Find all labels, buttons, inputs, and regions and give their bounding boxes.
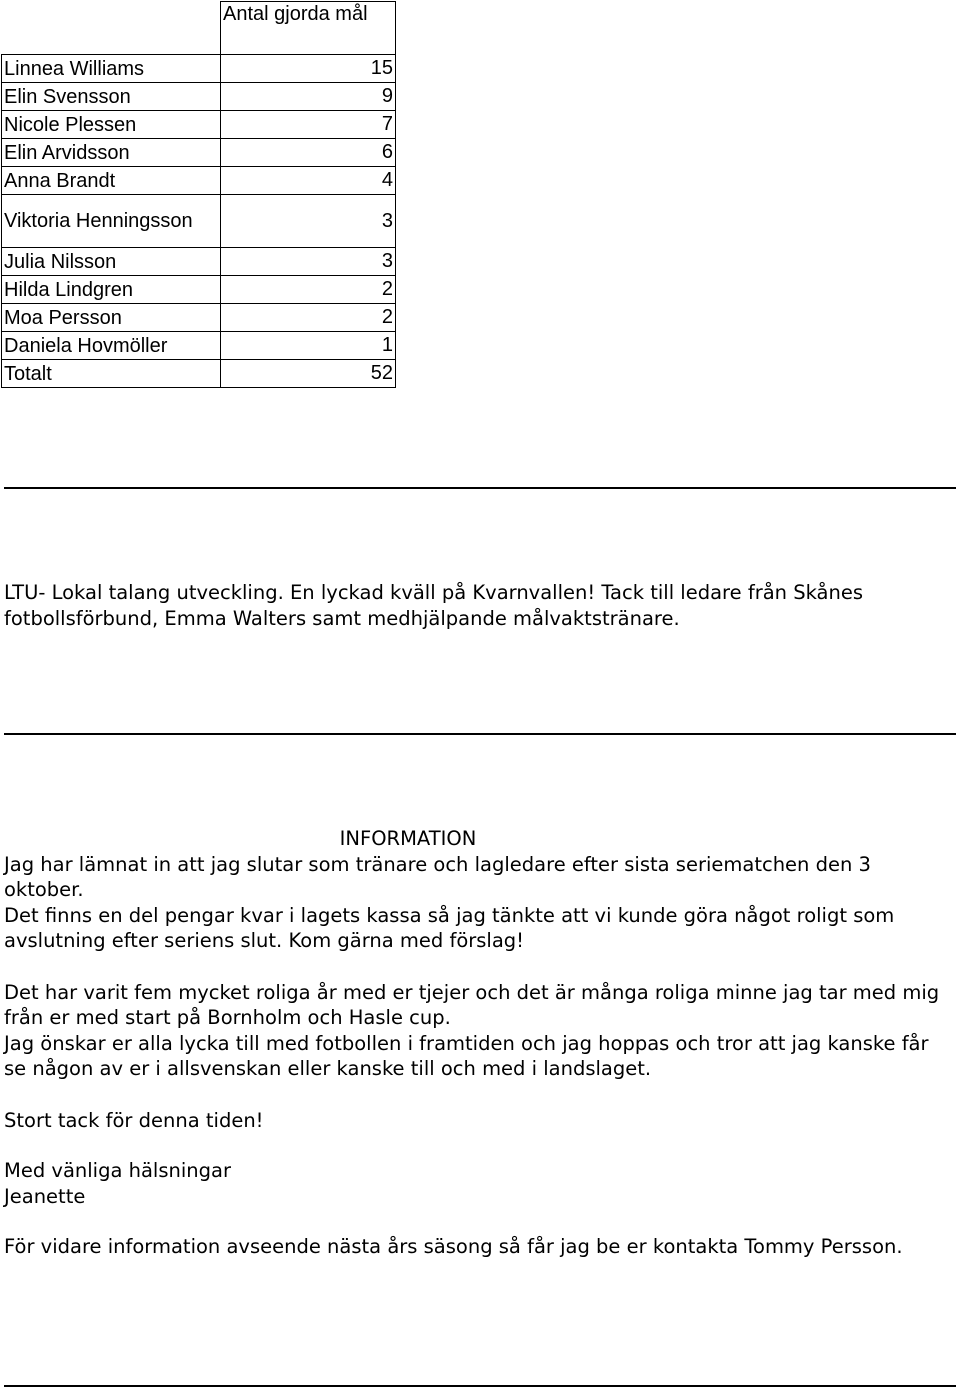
table-row xyxy=(2,304,396,332)
info-paragraph: Jag önskar er alla lycka till med fotbollen i framtiden och jag hoppas och tror att jag kanske får se någon av er i allsvenskan eller kanske till och med i landslaget. xyxy=(4,1031,929,1080)
player-name: Hilda Lindgren xyxy=(2,276,221,304)
divider xyxy=(4,733,956,735)
information-heading: INFORMATION xyxy=(339,827,477,850)
table-header-row xyxy=(2,2,396,55)
information-section xyxy=(4,826,952,1260)
info-paragraph: Det har varit fem mycket roliga år med er tjejer och det är många roliga minne jag tar med mig från er med start på Bornholm och Hasle cup. xyxy=(4,980,940,1029)
player-goals: 2 xyxy=(221,304,396,332)
player-name: Elin Arvidsson xyxy=(2,139,221,167)
table-row xyxy=(2,332,396,360)
player-goals: 2 xyxy=(221,276,396,304)
goals-column-header: Antal gjorda mål xyxy=(221,2,396,55)
total-row xyxy=(2,360,396,388)
table-row xyxy=(2,195,396,248)
info-paragraph: Det finns en del pengar kvar i lagets kassa så jag tänkte att vi kunde göra något roligt som avslutning efter seriens slut. Kom gärna med förslag! xyxy=(4,903,895,952)
table-row xyxy=(2,55,396,83)
total-label: Totalt xyxy=(2,360,221,388)
divider xyxy=(4,487,956,489)
player-name: Viktoria Henningsson xyxy=(2,195,221,248)
player-goals: 1 xyxy=(221,332,396,360)
thanks-text: Stort tack för denna tiden! xyxy=(4,1108,264,1132)
table-row xyxy=(2,111,396,139)
player-goals: 7 xyxy=(221,111,396,139)
table-header-empty-cell xyxy=(2,2,221,55)
player-goals: 6 xyxy=(221,139,396,167)
player-name: Julia Nilsson xyxy=(2,248,221,276)
divider xyxy=(4,1385,956,1387)
player-name: Moa Persson xyxy=(2,304,221,332)
table-row xyxy=(2,276,396,304)
player-name: Daniela Hovmöller xyxy=(2,332,221,360)
player-goals: 15 xyxy=(221,55,396,83)
player-name: Linnea Williams xyxy=(2,55,221,83)
player-name: Nicole Plessen xyxy=(2,111,221,139)
player-name: Elin Svensson xyxy=(2,83,221,111)
table-row xyxy=(2,248,396,276)
table-row xyxy=(2,83,396,111)
player-name: Anna Brandt xyxy=(2,167,221,195)
player-goals: 4 xyxy=(221,167,396,195)
ltu-section xyxy=(4,580,952,631)
table-row xyxy=(2,167,396,195)
table-row xyxy=(2,139,396,167)
contact-text: För vidare information avseende nästa års säsong så får jag be er kontakta Tommy Persson. xyxy=(4,1235,903,1258)
player-goals: 3 xyxy=(221,195,396,248)
info-paragraph: Jag har lämnat in att jag slutar som tränare och lagledare efter sista seriematchen den 3 oktober. xyxy=(4,852,871,901)
scorers-table xyxy=(1,1,396,388)
ltu-paragraph: LTU- Lokal talang utveckling. En lyckad kväll på Kvarnvallen! Tack till ledare från Skånes fotbollsförbund, Emma Walters samt medhjälpande målvaktstränare. xyxy=(4,581,864,630)
greeting-text: Med vänliga hälsningar xyxy=(4,1159,231,1182)
player-goals: 9 xyxy=(221,83,396,111)
signature-text: Jeanette xyxy=(4,1184,86,1208)
total-value: 52 xyxy=(221,360,396,388)
player-goals: 3 xyxy=(221,248,396,276)
